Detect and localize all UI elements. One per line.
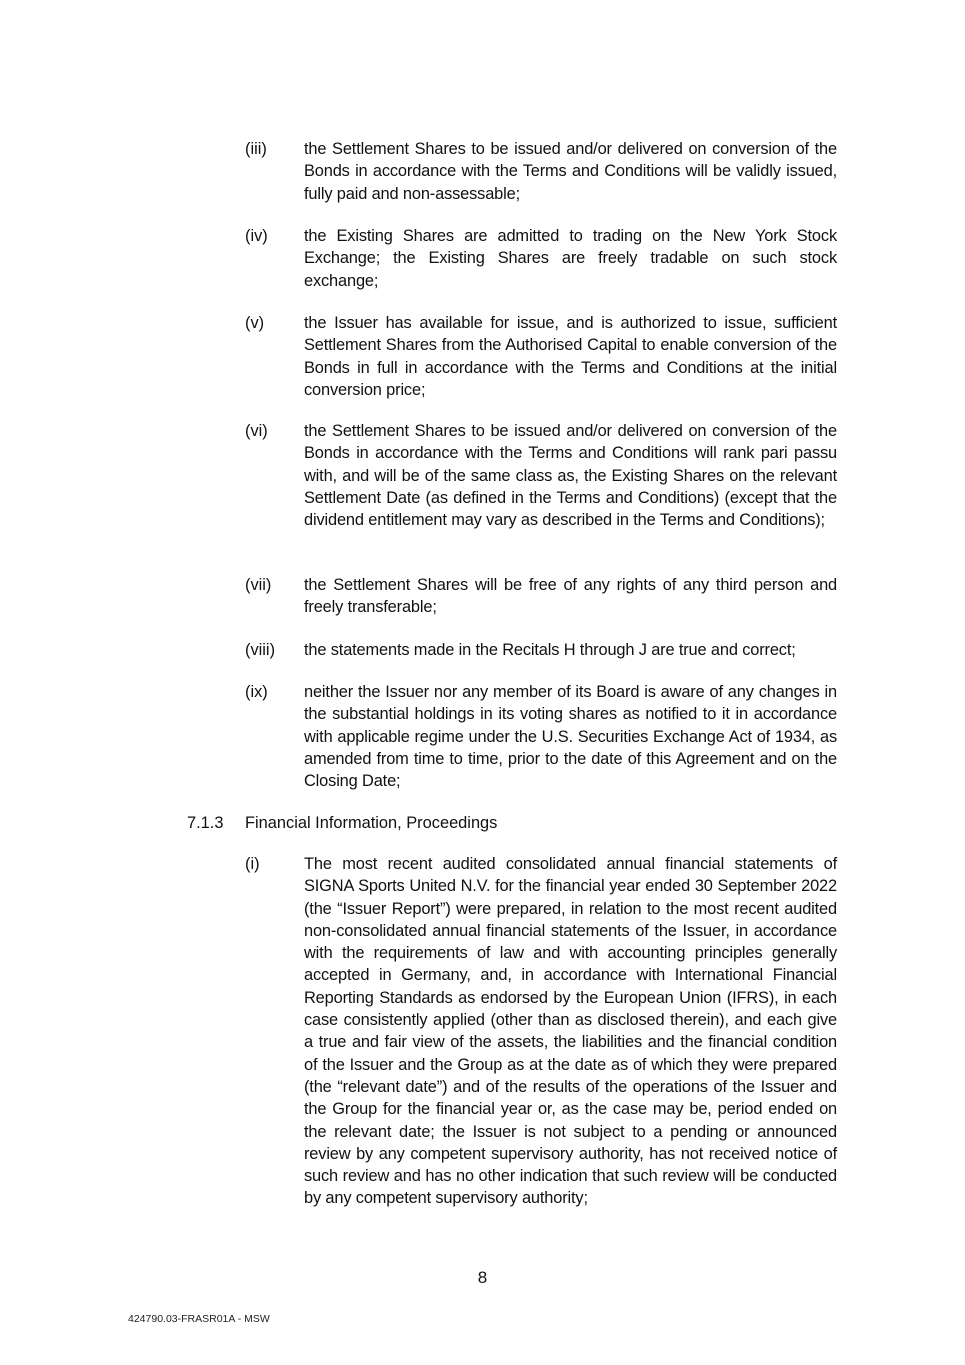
item-number: (iii) [245, 140, 267, 158]
item-text: the Issuer has available for issue, and is authorized to issue, sufficient Settlement Shares from the Authorised Capital to enable conversion of the Bonds in full in accordance with the Terms and Conditions at the initial conversion price; [304, 314, 837, 399]
item-number: (v) [245, 314, 265, 332]
item-number: (iv) [245, 227, 268, 245]
item-text: the Settlement Shares to be issued and/or delivered on conversion of the Bonds in accordance with the Terms and Conditions will be validly issued, fully paid and non-assessable; [304, 140, 837, 203]
item-text: the Existing Shares are admitted to trading on the New York Stock Exchange; the Existing Shares are freely tradable on such stock exchange; [304, 227, 837, 290]
item-text: The most recent audited consolidated annual financial statements of SIGNA Sports United N.V. for the financial year ended 30 September 2022 (the “Issuer Report”) were prepared, in relation to the most recent audited non-consolidated annual financial statements of the Issuer, in accordance with the requirements of law and with accounting principles generally accepted in Germany, and, in accordance with International Financial Reporting Standards as endorsed by the European Union (IFRS), in each case consistently applied (other than as disclosed therein), and each give a true and fair view of the assets, the liabilities and the financial condition of the Issuer and the Group as at the date as of which they were prepared (the “relevant date”) and of the results of the operations of the Issuer and the Group for the financial year or, as the case may be, period ended on the relevant date; the Issuer is not subject to a pending or announced review by any competent supervisory authority, has not received notice of such review and has no other indication that such review will be conducted by any competent supervisory authority; [304, 855, 837, 1208]
list-item-iii [245, 138, 837, 205]
list-item-vi [245, 420, 837, 531]
section-number: 7.1.3 [187, 814, 224, 832]
item-number: (vi) [245, 422, 268, 440]
item-text: the statements made in the Recitals H through J are true and correct; [304, 641, 796, 659]
item-text: the Settlement Shares to be issued and/or delivered on conversion of the Bonds in accordance with the Terms and Conditions will rank pari passu with, and will be of the same class as, the Existing Shares on the relevant Settlement Date (as defined in the Terms and Conditions) (except that the dividend entitlement may vary as described in the Terms and Conditions); [304, 422, 837, 530]
item-text: neither the Issuer nor any member of its Board is aware of any changes in the substantial holdings in its voting shares as notified to it in accordance with applicable regime under the U.S. Securities Exchange Act of 1934, as amended from time to time, prior to the date of this Agreement and on the Closing Date; [304, 683, 837, 791]
list-item-vii [245, 574, 837, 619]
item-number: (viii) [245, 641, 276, 659]
list-item-ix [245, 681, 837, 792]
section-heading [187, 812, 497, 834]
list-item-viii [245, 639, 837, 661]
page-number: 8 [477, 1268, 488, 1287]
list-item-i [245, 853, 837, 1210]
footer-reference: 424790.03-FRASR01A - MSW [128, 1313, 270, 1325]
section-title: Financial Information, Proceedings [245, 814, 498, 832]
list-item-iv [245, 225, 837, 292]
list-item-v [245, 312, 837, 401]
item-text: the Settlement Shares will be free of any rights of any third person and freely transferable; [304, 576, 837, 617]
item-number: (i) [245, 855, 260, 873]
item-number: (ix) [245, 683, 268, 701]
item-number: (vii) [245, 576, 272, 594]
